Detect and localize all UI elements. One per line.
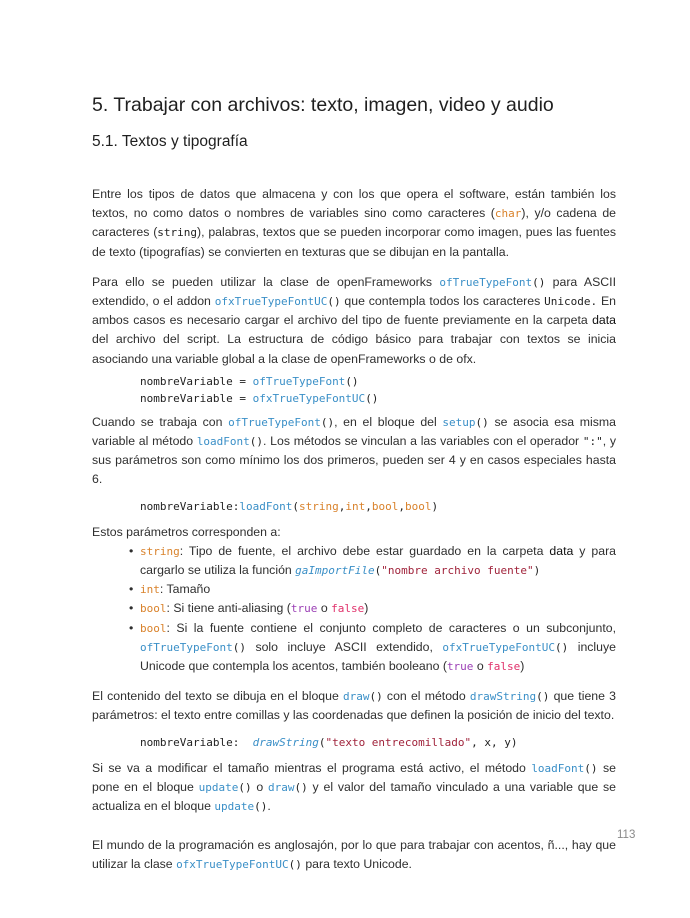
paragraph-update: Si se va a modificar el tamaño mientras el programa está activo, el método loadFont() se pone en el bloque update() o draw() y el valor del tamaño vinculado a una variable que se actualiza en el bloque update(). [92, 760, 616, 814]
code-unicode: Unicode. [544, 295, 598, 309]
code-block-declarations: nombreVariable = ofTrueTypeFont() nombreVariable = ofxTrueTypeFontUC() [140, 374, 379, 405]
code-oftruetypefont: ofTrueTypeFont [439, 275, 533, 289]
code-string: string [157, 226, 198, 240]
paragraph-unicode: El mundo de la programación es anglosajón, por lo que para trabajar con acentos, ñ..., hay que utilizar la clase ofxTrueTypeFontUC() para texto Unicode. [92, 838, 616, 872]
code-setup: setup [442, 415, 476, 429]
code-ofxtruetypefontuc: ofxTrueTypeFontUC [214, 295, 328, 309]
code-char: char [494, 207, 522, 221]
params-list [92, 542, 616, 676]
paragraph-params-intro: Estos parámetros corresponden a: [92, 524, 281, 539]
code-loadfont: loadFont [196, 435, 250, 449]
paragraph-intro: Entre los tipos de datos que almacena y con los que opera el software, están también los textos, no como datos o nombres de variables sino como caracteres (char), y/o cadena de caracteres (string), palabras, textos que se pueden incorporar como imagen, pues las fuentes de texto (tipografías) se convierten en texturas que se dibujan en la pantalla. [92, 187, 616, 259]
list-item: • int: Tamaño [129, 582, 211, 597]
list-item: • string: Tipo de fuente, el archivo debe estar guardado en la carpeta data y para cargarlo se utiliza la función gaImportFile("nombre archivo fuente") [129, 543, 617, 578]
paragraph-drawstring: El contenido del texto se dibuja en el bloque draw() con el método drawString() que tiene 3 parámetros: el texto entre comillas y las coordenadas que definen la posición de inicio del texto. [92, 689, 616, 723]
paragraph-loadfont: Cuando se trabaja con ofTrueTypeFont(), en el bloque del setup() se asocia esa misma variable al método loadFont(). Los métodos se vinculan a las variables con el operador ":", y sus parámetros son como mínimo los dos primeros, pueden ser 4 y en casos especiales hasta 6. [92, 414, 617, 487]
code-operator: ":" [582, 435, 603, 449]
list-item: • bool: Si la fuente contiene el conjunto completo de caracteres o un subconjunto, ofTrueTypeFont() solo incluye ASCII extendido, ofxTrueTypeFontUC() incluye Unicode que contempla los acentos, también booleano (true o false) [129, 620, 616, 674]
page-number: 113 [617, 829, 636, 841]
page-content [92, 92, 616, 875]
list-item: • bool: Si tiene anti-aliasing (true o false) [129, 601, 369, 616]
section-heading: 5.1. Textos y tipografía [92, 133, 248, 150]
code-block-loadfont: nombreVariable:loadFont(string,int,bool,bool) [140, 499, 439, 513]
paragraph-classes: Para ello se pueden utilizar la clase de openFrameworks ofTrueTypeFont() para ASCII extendido, o el addon ofxTrueTypeFontUC() que contempla todos los caracteres Unicode. En ambos casos es necesario cargar el archivo del tipo de fuente previamente en la carpeta data del archivo del script. La estructura de código básico para trabajar con textos se inicia asociando una variable global a la clase de openFrameworks o de ofx. [92, 274, 617, 366]
chapter-heading: 5. Trabajar con archivos: texto, imagen, video y audio [92, 94, 554, 116]
folder-data: data [592, 313, 616, 328]
code-block-drawstring: nombreVariable: drawString("texto entrecomillado", x, y) [140, 735, 518, 749]
